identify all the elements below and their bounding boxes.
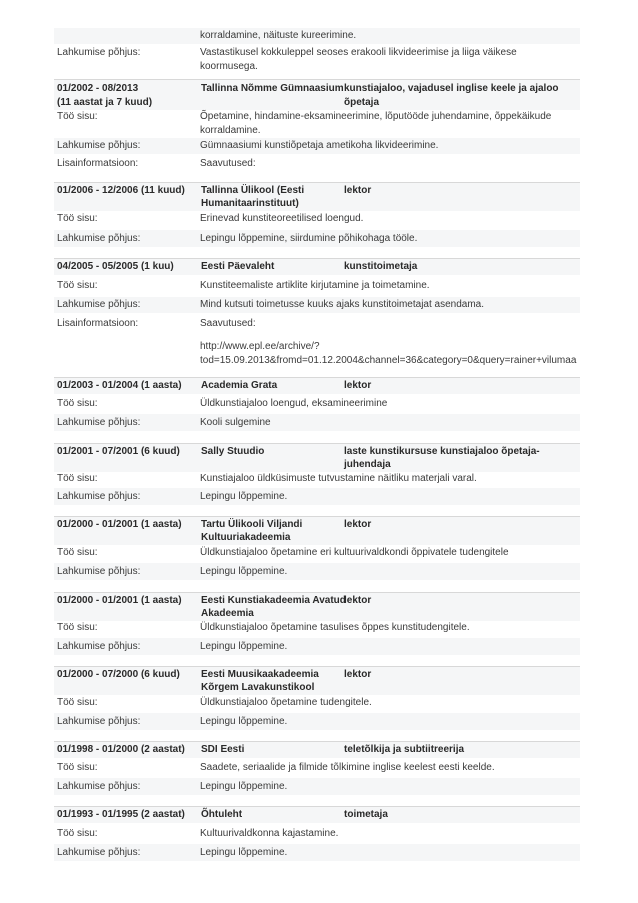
reason-row xyxy=(54,778,580,795)
job-position: lektor xyxy=(344,380,372,391)
job-position-cont: juhendaja xyxy=(344,459,391,470)
duties-value: Kunstiteemaliste artiklite kirjutamine ja toimetamine. xyxy=(200,280,430,291)
duties-row xyxy=(54,396,580,412)
reason-value: Lepingu lõppemine. xyxy=(200,491,288,502)
job-period: 01/2000 - 07/2000 (6 kuud) xyxy=(57,669,180,680)
job-employer-cont: Akadeemia xyxy=(201,608,254,619)
info-row xyxy=(54,156,580,172)
job-employer-cont: Humanitaarinstituut) xyxy=(201,198,299,209)
job-header-row xyxy=(54,258,580,275)
continued-duties-row xyxy=(54,28,580,44)
duties-value: Õpetamine, hindamine-eksamineerimine, lõputööde juhendamine, õppekäikude xyxy=(200,111,552,122)
duties-label: Töö sisu: xyxy=(57,213,98,224)
duties-label: Töö sisu: xyxy=(57,473,98,484)
job-position: toimetaja xyxy=(344,809,388,820)
reason-row xyxy=(54,563,580,580)
job-header-row xyxy=(54,806,580,823)
reason-row xyxy=(54,230,580,247)
job-period: 01/2003 - 01/2004 (1 aasta) xyxy=(57,380,182,391)
job-employer: Õhtuleht xyxy=(201,809,243,820)
duties-value: Kunstiajaloo üldküsimuste tutvustamine näitliku materjali varal. xyxy=(200,473,477,484)
duties-row xyxy=(54,110,580,138)
job-period: 01/2006 - 12/2006 (11 kuud) xyxy=(57,185,185,196)
job-position-cont: õpetaja xyxy=(344,97,380,108)
duties-row xyxy=(54,695,580,711)
info-value: Saavutused: xyxy=(200,318,256,329)
duties-value: Saadete, seriaalide ja filmide tõlkimine inglise keelest eesti keelde. xyxy=(200,762,495,773)
reason-label: Lahkumise põhjus: xyxy=(57,140,141,151)
job-period: 01/2000 - 01/2001 (1 aasta) xyxy=(57,519,182,530)
reason-label: Lahkumise põhjus: xyxy=(57,491,141,502)
reason-value: Lepingu lõppemine. xyxy=(200,566,288,577)
job-position: kunstiajaloo, vajadusel inglise keele ja ajaloo xyxy=(344,83,559,94)
job-header-row xyxy=(54,377,580,394)
duties-label: Töö sisu: xyxy=(57,697,98,708)
reason-row xyxy=(54,844,580,861)
job-period: 01/2000 - 01/2001 (1 aasta) xyxy=(57,595,182,606)
job-header-row xyxy=(54,741,580,758)
duties-label: Töö sisu: xyxy=(57,111,98,122)
reason-row xyxy=(54,713,580,730)
reason-value: Kooli sulgemine xyxy=(200,417,271,428)
job-position: laste kunstikursuse kunstiajaloo õpetaja- xyxy=(344,446,540,457)
reason-value: Lepingu lõppemine. xyxy=(200,641,288,652)
duties-row xyxy=(54,471,580,487)
reason-row xyxy=(54,297,580,313)
job-header-row xyxy=(54,592,580,621)
reason-label: Lahkumise põhjus: xyxy=(57,233,141,244)
continued-duties-text: korraldamine, näituste kureerimine. xyxy=(200,30,357,41)
job-employer: Tallinna Ülikool (Eesti xyxy=(201,185,305,196)
reason-value: Lepingu lõppemine. xyxy=(200,847,288,858)
duties-row xyxy=(54,620,580,636)
job-position: lektor xyxy=(344,595,372,606)
job-position: teletõlkija ja subtiitreerija xyxy=(344,744,465,755)
duties-label: Töö sisu: xyxy=(57,828,98,839)
duties-value: Üldkunstiajaloo õpetamine eri kultuurivaldkondi õppivatele tudengitele xyxy=(200,547,509,558)
job-header-row xyxy=(54,79,580,110)
job-employer: Sally Stuudio xyxy=(201,446,265,457)
reason-value: Gümnaasiumi kunstiõpetaja ametikoha likvideerimine. xyxy=(200,140,439,151)
job-period: 01/2002 - 08/2013 xyxy=(57,83,139,94)
job-employer-cont: Kõrgem Lavakunstikool xyxy=(201,682,315,693)
duties-value: Üldkunstiajaloo õpetamine tasulises õppes kunstitudengitele. xyxy=(200,622,470,633)
reason-row xyxy=(54,488,580,505)
info-label: Lisainformatsioon: xyxy=(57,318,139,329)
job-employer: Tallinna Nõmme Gümnaasium xyxy=(201,83,344,94)
duties-row xyxy=(54,760,580,776)
job-position: kunstitoimetaja xyxy=(344,261,418,272)
duties-label: Töö sisu: xyxy=(57,622,98,633)
reason-label: Lahkumise põhjus: xyxy=(57,716,141,727)
reason-label: Lahkumise põhjus: xyxy=(57,641,141,652)
reason-label: Lahkumise põhjus: xyxy=(57,299,141,310)
reason-label: Lahkumise põhjus: xyxy=(57,847,141,858)
duties-label: Töö sisu: xyxy=(57,280,98,291)
job-employer: Eesti Muusikaakadeemia xyxy=(201,669,319,680)
duties-row xyxy=(54,211,580,227)
duties-label: Töö sisu: xyxy=(57,547,98,558)
job-position: lektor xyxy=(344,185,372,196)
reason-value: Lepingu lõppemine. xyxy=(200,781,288,792)
reason-label: Lahkumise põhjus: xyxy=(57,566,141,577)
reason-value: Lepingu lõppemine. xyxy=(200,716,288,727)
duties-row xyxy=(54,826,580,842)
job-employer: Eesti Päevaleht xyxy=(201,261,275,272)
duties-row xyxy=(54,545,580,561)
job-position: lektor xyxy=(344,669,372,680)
reason-value: Lepingu lõppemine, siirdumine põhikohaga tööle. xyxy=(200,233,418,244)
reason-label: Lahkumise põhjus: xyxy=(57,781,141,792)
job-period: 01/2001 - 07/2001 (6 kuud) xyxy=(57,446,180,457)
job-employer: SDI Eesti xyxy=(201,744,245,755)
duties-value-cont: korraldamine. xyxy=(200,125,261,136)
info-row xyxy=(54,316,580,372)
job-employer: Academia Grata xyxy=(201,380,278,391)
duties-value: Kultuurivaldkonna kajastamine. xyxy=(200,828,339,839)
reason-label: Lahkumise põhjus: xyxy=(57,417,141,428)
archive-link-cont[interactable]: tod=15.09.2013&fromd=01.12.2004&channel=36&category=0&query=rainer+vilumaa xyxy=(200,355,577,366)
job-employer: Tartu Ülikooli Viljandi xyxy=(201,519,303,530)
duties-label: Töö sisu: xyxy=(57,762,98,773)
job-period-duration: (11 aastat ja 7 kuud) xyxy=(57,97,153,108)
job-employer-cont: Kultuuriakadeemia xyxy=(201,532,291,543)
reason-value: Vastastikusel kokkuleppel seoses erakooli likvideerimise ja liiga väikese xyxy=(200,47,517,58)
reason-row xyxy=(54,45,580,75)
reason-row xyxy=(54,414,580,431)
job-header-row xyxy=(54,516,580,545)
job-header-row xyxy=(54,182,580,211)
duties-label: Töö sisu: xyxy=(57,398,98,409)
duties-value: Üldkunstiajaloo õpetamine tudengitele. xyxy=(200,697,372,708)
reason-value-cont: koormusega. xyxy=(200,61,258,72)
job-period: 01/1998 - 01/2000 (2 aastat) xyxy=(57,744,185,755)
reason-row xyxy=(54,638,580,655)
duties-value: Erinevad kunstiteoreetilised loengud. xyxy=(200,213,364,224)
duties-value: Üldkunstiajaloo loengud, eksamineerimine xyxy=(200,398,388,409)
job-period: 01/1993 - 01/1995 (2 aastat) xyxy=(57,809,185,820)
archive-link[interactable]: http://www.epl.ee/archive/? xyxy=(200,341,320,352)
info-label: Lisainformatsioon: xyxy=(57,158,139,169)
job-header-row xyxy=(54,666,580,695)
job-header-row xyxy=(54,443,580,472)
job-period: 04/2005 - 05/2005 (1 kuu) xyxy=(57,261,174,272)
reason-row xyxy=(54,138,580,154)
reason-value: Mind kutsuti toimetusse kuuks ajaks kunstitoimetajat asendama. xyxy=(200,299,485,310)
reason-label: Lahkumise põhjus: xyxy=(57,47,141,58)
info-value: Saavutused: xyxy=(200,158,256,169)
job-position: lektor xyxy=(344,519,372,530)
job-employer: Eesti Kunstiakadeemia Avatud xyxy=(201,595,346,606)
duties-row xyxy=(54,278,580,294)
